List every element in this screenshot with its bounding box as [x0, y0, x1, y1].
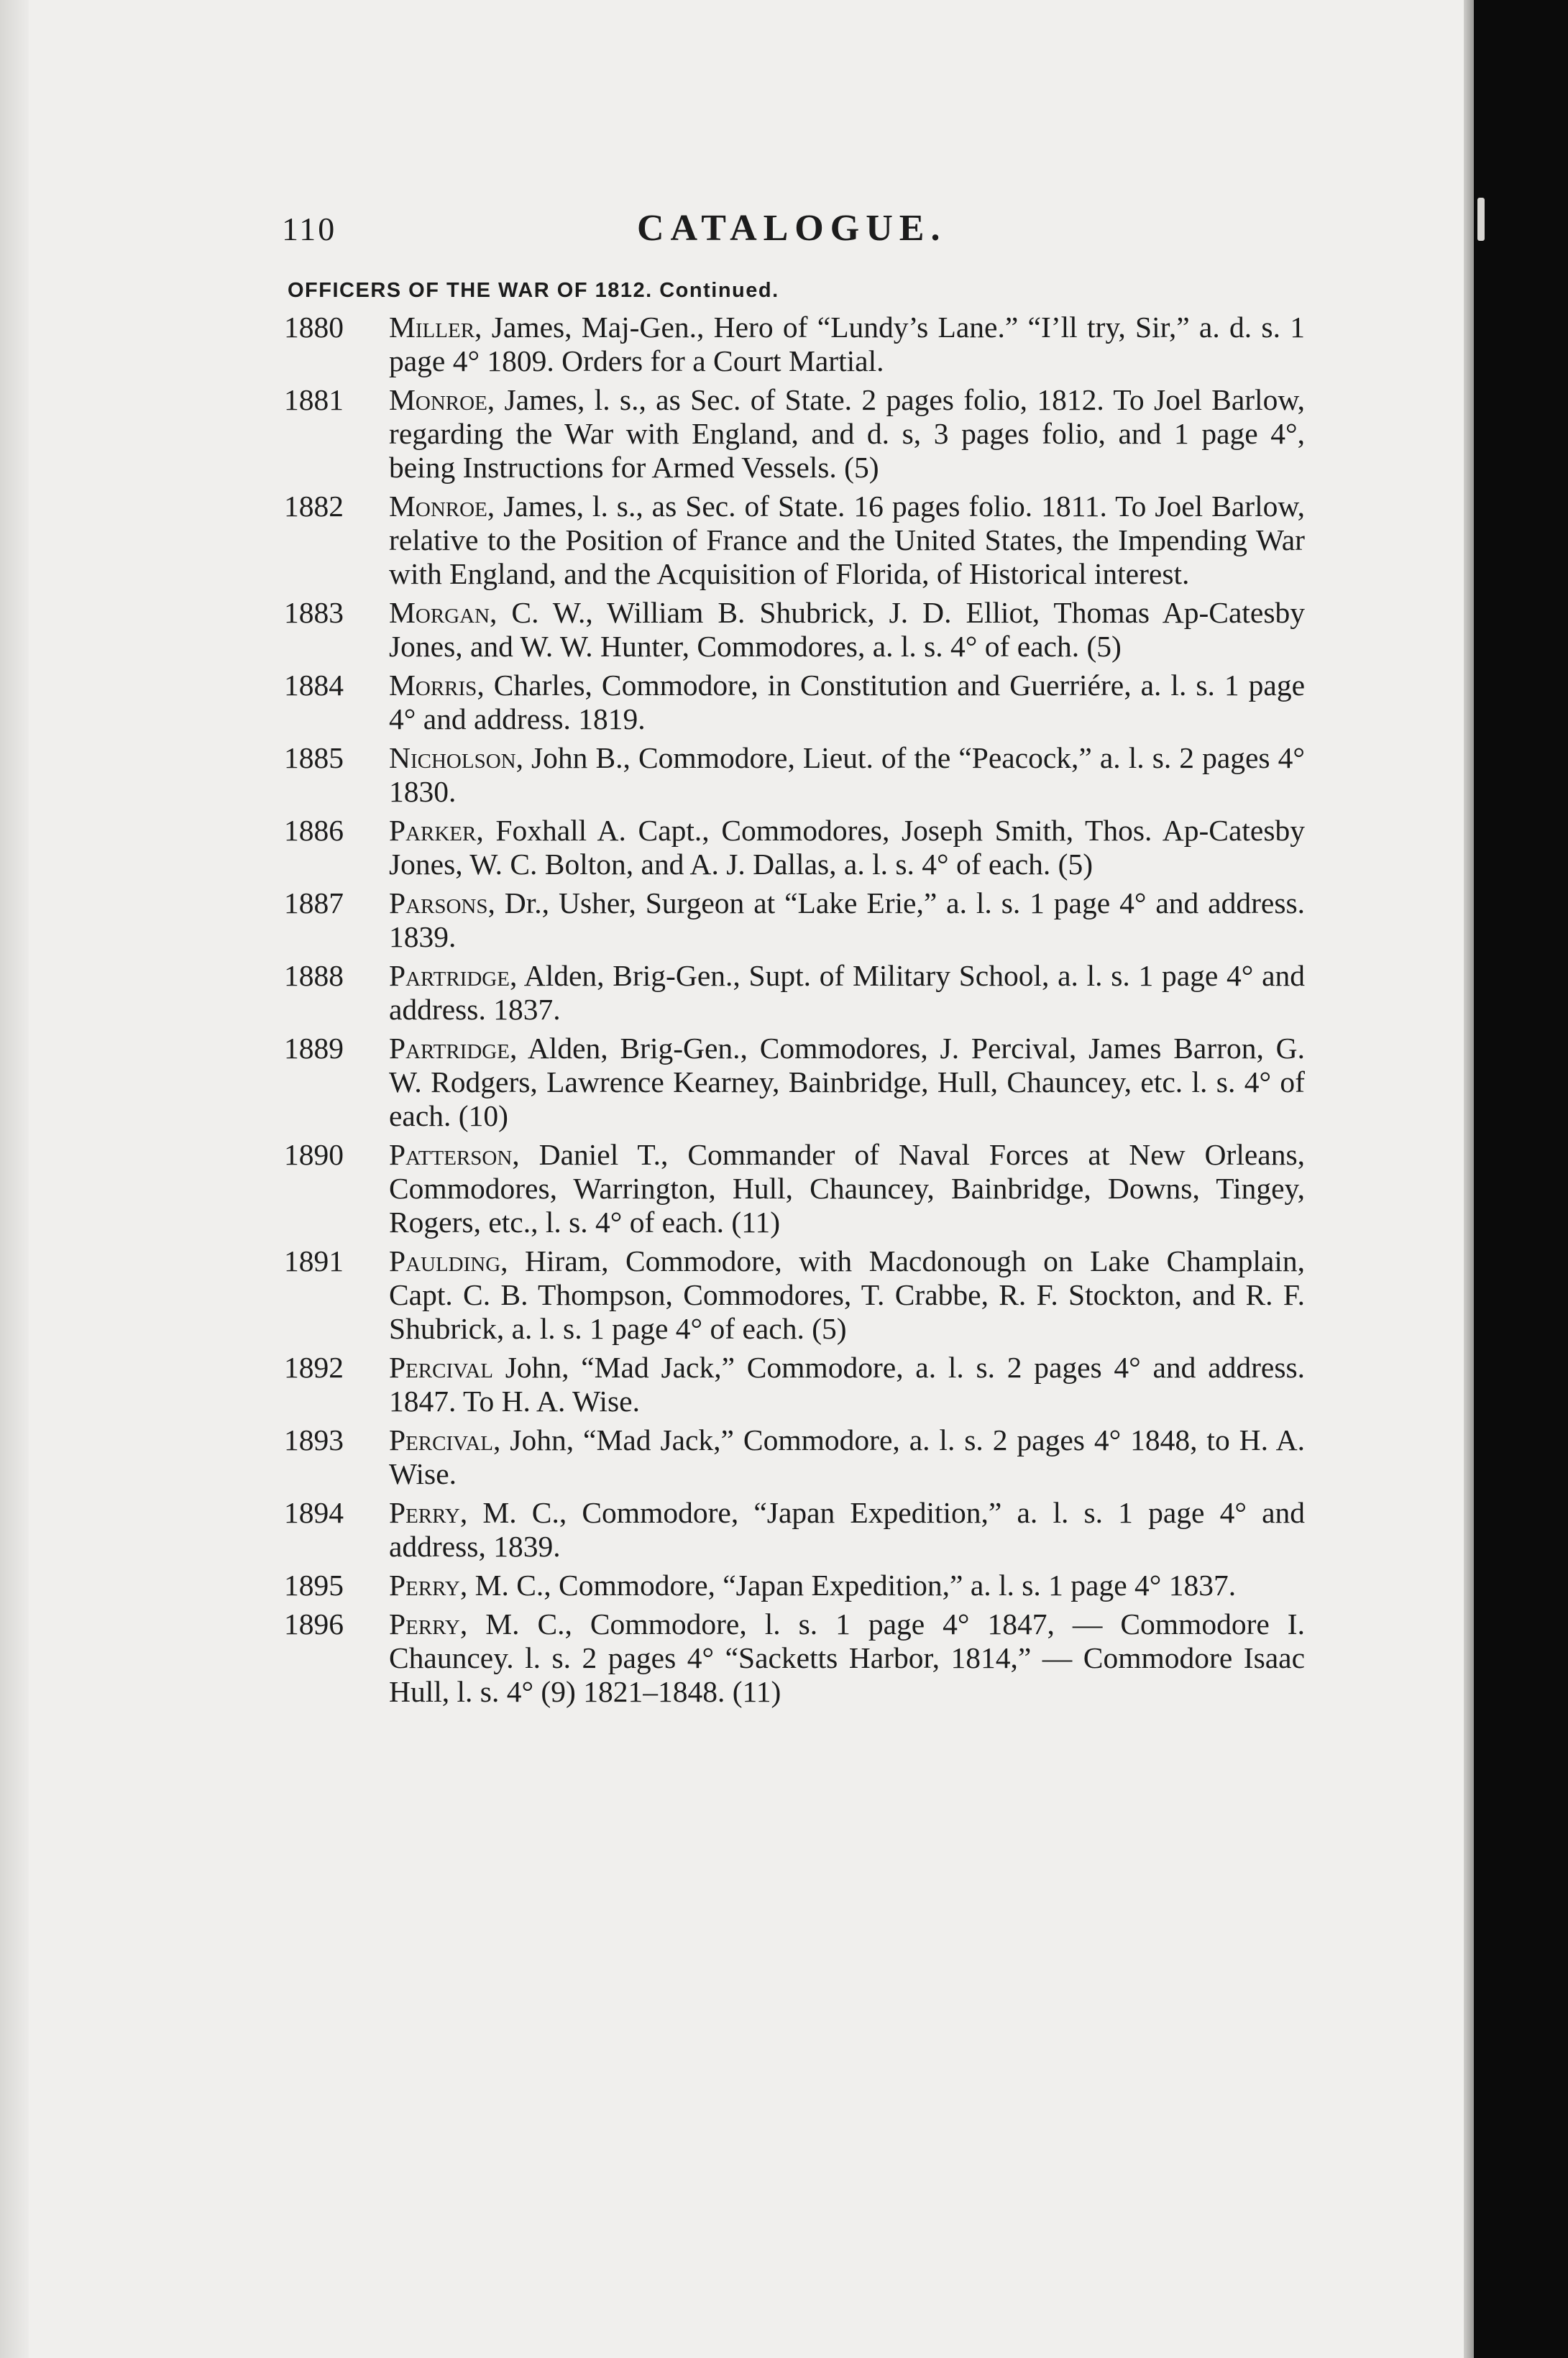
page-number: 110	[282, 211, 337, 247]
catalogue-entry	[284, 490, 1305, 591]
entry-text: C. W., William B. Shubrick, J. D. Elliot, Thomas Ap-Catesby Jones, and W. W. Hunter, Commodores, a. l. s. 4° of each. (5)	[389, 596, 1305, 663]
catalogue-entry	[284, 1423, 1305, 1491]
catalogue-entry	[284, 383, 1305, 485]
entry-name: Percival	[389, 1351, 493, 1384]
entry-name: Percival,	[389, 1423, 501, 1456]
entry-text: M. C., Commodore, “Japan Expedition,” a. l. s. 1 page 4° and address, 1839.	[389, 1496, 1305, 1563]
entry-text: Alden, Brig-Gen., Supt. of Military School, a. l. s. 1 page 4° and address. 1837.	[389, 959, 1305, 1026]
entry-name: Parsons,	[389, 886, 495, 919]
catalogue-entry	[284, 741, 1305, 809]
entry-name: Perry,	[389, 1569, 468, 1602]
entry-name: Perry,	[389, 1607, 468, 1641]
catalogue-entry	[284, 1032, 1305, 1133]
entry-text: M. C., Commodore, “Japan Expedition,” a. l. s. 1 page 4° 1837.	[467, 1569, 1237, 1602]
catalogue-entry	[284, 1138, 1305, 1239]
entry-name: Morris,	[389, 669, 485, 702]
entry-name: Parker,	[389, 814, 484, 847]
entry-text: James, l. s., as Sec. of State. 16 pages folio. 1811. To Joel Barlow, relative to the Position of France and the United States, the Impending War with England, and the Acquisition of Florida, of Historical interest.	[389, 490, 1305, 590]
entry-number: 1892	[284, 1351, 344, 1384]
entry-text: Charles, Commodore, in Constitution and Guerriére, a. l. s. 1 page 4° and address. 1819.	[389, 669, 1305, 735]
catalogue-entry	[284, 1351, 1305, 1418]
entry-name: Nicholson,	[389, 741, 523, 774]
entry-text: James, l. s., as Sec. of State. 2 pages folio, 1812. To Joel Barlow, regarding the War with England, and d. s, 3 pages folio, and 1 page 4°, being Instructions for Armed Vessels. (5)	[389, 383, 1305, 484]
entry-text: Alden, Brig-Gen., Commodores, J. Percival, James Barron, G. W. Rodgers, Lawrence Kearney, Bainbridge, Hull, Chauncey, etc. l. s. 4° of each. (10)	[389, 1032, 1305, 1132]
entry-number: 1886	[284, 814, 344, 847]
entry-name: Monroe,	[389, 383, 495, 416]
entry-name: Partridge,	[389, 1032, 518, 1065]
catalogue-entry	[284, 814, 1305, 881]
entry-text: Daniel T., Commander of Naval Forces at New Orleans, Commodores, Warrington, Hull, Chauncey, Bainbridge, Downs, Tingey, Rogers, etc., l. s. 4° of each. (11)	[389, 1138, 1305, 1239]
entry-number: 1894	[284, 1496, 344, 1529]
catalogue-entry	[284, 1244, 1305, 1346]
entry-text: Foxhall A. Capt., Commodores, Joseph Smith, Thos. Ap-Catesby Jones, W. C. Bolton, and A. J. Dallas, a. l. s. 4° of each. (5)	[389, 814, 1305, 881]
entry-name: Partridge,	[389, 959, 518, 992]
entry-text: Dr., Usher, Surgeon at “Lake Erie,” a. l. s. 1 page 4° and address. 1839.	[389, 886, 1305, 953]
book-binding	[1474, 0, 1568, 2358]
entry-name: Paulding,	[389, 1244, 508, 1277]
entry-text: Hiram, Commodore, with Macdonough on Lake Champlain, Capt. C. B. Thompson, Commodores, T. Crabbe, R. F. Stockton, and R. F. Shubrick, a. l. s. 1 page 4° of each. (5)	[389, 1244, 1305, 1345]
scan-margin	[0, 0, 29, 2358]
catalogue-entry	[284, 596, 1305, 664]
entry-number: 1891	[284, 1244, 344, 1277]
catalogue-entries	[284, 311, 1305, 1714]
entry-number: 1889	[284, 1032, 344, 1065]
entry-number: 1890	[284, 1138, 344, 1171]
section-heading: OFFICERS OF THE WAR OF 1812. Continued.	[288, 279, 779, 302]
entry-number: 1881	[284, 383, 344, 416]
entry-text: John, “Mad Jack,” Commodore, a. l. s. 2 pages 4° and address. 1847. To H. A. Wise.	[389, 1351, 1305, 1418]
page-title: CATALOGUE.	[637, 208, 947, 249]
catalogue-entry	[284, 311, 1305, 378]
entry-number: 1896	[284, 1607, 344, 1641]
entry-number: 1887	[284, 886, 344, 919]
catalogue-entry	[284, 1607, 1305, 1709]
entry-name: Morgan,	[389, 596, 498, 629]
catalogue-entry	[284, 886, 1305, 954]
entry-number: 1888	[284, 959, 344, 992]
entry-text: John, “Mad Jack,” Commodore, a. l. s. 2 pages 4° 1848, to H. A. Wise.	[389, 1423, 1305, 1490]
running-head	[0, 210, 1568, 253]
catalogue-entry	[284, 1569, 1305, 1602]
entry-number: 1885	[284, 741, 344, 774]
entry-name: Patterson,	[389, 1138, 520, 1171]
entry-text: M. C., Commodore, l. s. 1 page 4° 1847, — Commodore I. Chauncey. l. s. 2 pages 4° “Sacketts Harbor, 1814,” — Commodore Isaac Hull, l. s. 4° (9) 1821–1848. (11)	[389, 1607, 1305, 1708]
entry-number: 1882	[284, 490, 344, 523]
entry-text: John B., Commodore, Lieut. of the “Peacock,” a. l. s. 2 pages 4° 1830.	[389, 741, 1305, 808]
entry-number: 1893	[284, 1423, 344, 1456]
catalogue-entry	[284, 1496, 1305, 1564]
entry-number: 1883	[284, 596, 344, 629]
entry-name: Monroe,	[389, 490, 495, 523]
catalogue-entry	[284, 669, 1305, 736]
page-gutter-shadow	[1464, 0, 1474, 2358]
catalogue-entry	[284, 959, 1305, 1027]
entry-number: 1880	[284, 311, 344, 344]
entry-name: Miller,	[389, 311, 482, 344]
entry-number: 1895	[284, 1569, 344, 1602]
entry-name: Perry,	[389, 1496, 468, 1529]
entry-number: 1884	[284, 669, 344, 702]
entry-text: James, Maj-Gen., Hero of “Lundy’s Lane.” “I’ll try, Sir,” a. d. s. 1 page 4° 1809. Orders for a Court Martial.	[389, 311, 1305, 377]
